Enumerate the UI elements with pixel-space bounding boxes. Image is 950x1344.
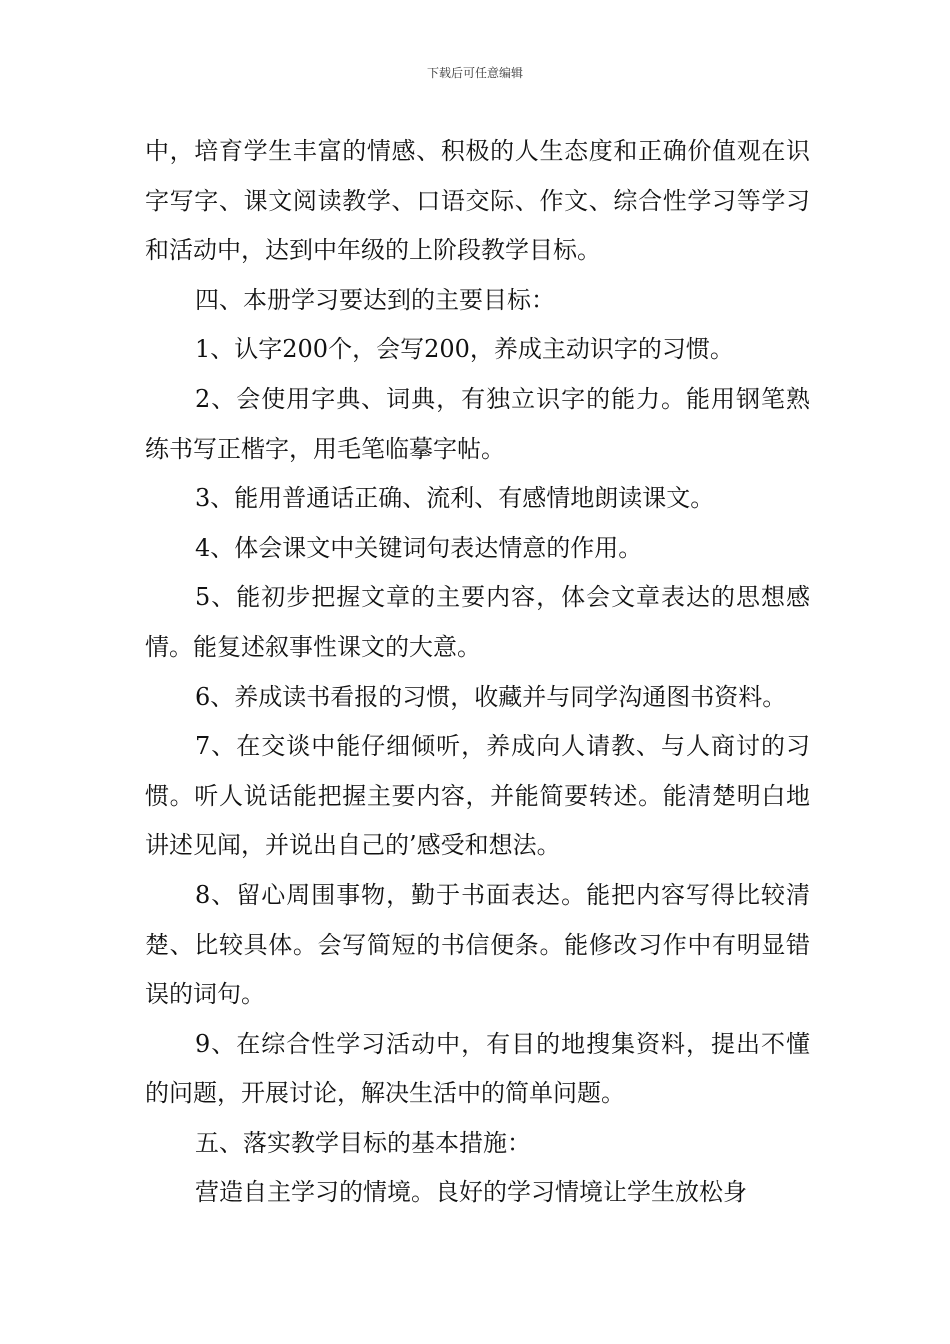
goal-item-5: 5、能初步把握文章的主要内容，体会文章表达的思想感情。能复述叙事性课文的大意。 bbox=[145, 583, 810, 661]
paragraph-1: 中，培育学生丰富的情感、积极的人生态度和正确价值观在识字写字、课文阅读教学、口语交际、作文、综合性学习等学习和活动中，达到中年级的上阶段教学目标。 bbox=[145, 137, 810, 265]
goal-item-4: 4、体会课文中关键词句表达情意的作用。 bbox=[195, 533, 643, 562]
goal-item-7: 7、在交谈中能仔细倾听，养成向人请教、与人商讨的习惯。听人说话能把握主要内容，并能简要转述。能清楚明白地讲述见闻，并说出自己的’感受和想法。 bbox=[145, 732, 810, 860]
section-heading-5: 五、落实教学目标的基本措施： bbox=[195, 1128, 531, 1157]
measure-paragraph: 营造自主学习的情境。良好的学习情境让学生放松身 bbox=[195, 1178, 747, 1207]
document-body bbox=[145, 127, 810, 1218]
goal-item-2: 2、会使用字典、词典，有独立识字的能力。能用钢笔熟练书写正楷字，用毛笔临摹字帖。 bbox=[145, 384, 810, 463]
goal-item-3: 3、能用普通话正确、流利、有感情地朗读课文。 bbox=[195, 484, 715, 513]
page-header-note: 下载后可任意编辑 bbox=[426, 66, 523, 80]
goal-item-9: 9、在综合性学习活动中，有目的地搜集资料，提出不懂的问题，开展讨论，解决生活中的简单问题。 bbox=[145, 1029, 810, 1108]
goal-item-8: 8、留心周围事物，勤于书面表达。能把内容写得比较清楚、比较具体。会写简短的书信便条。能修改习作中有明显错误的词句。 bbox=[145, 880, 810, 1009]
section-heading-4: 四、本册学习要达到的主要目标： bbox=[195, 285, 555, 314]
goal-item-6: 6、养成读书看报的习惯，收藏并与同学沟通图书资料。 bbox=[195, 682, 787, 711]
goal-item-1: 1、认字200个，会写200，养成主动识字的习惯。 bbox=[195, 335, 734, 364]
